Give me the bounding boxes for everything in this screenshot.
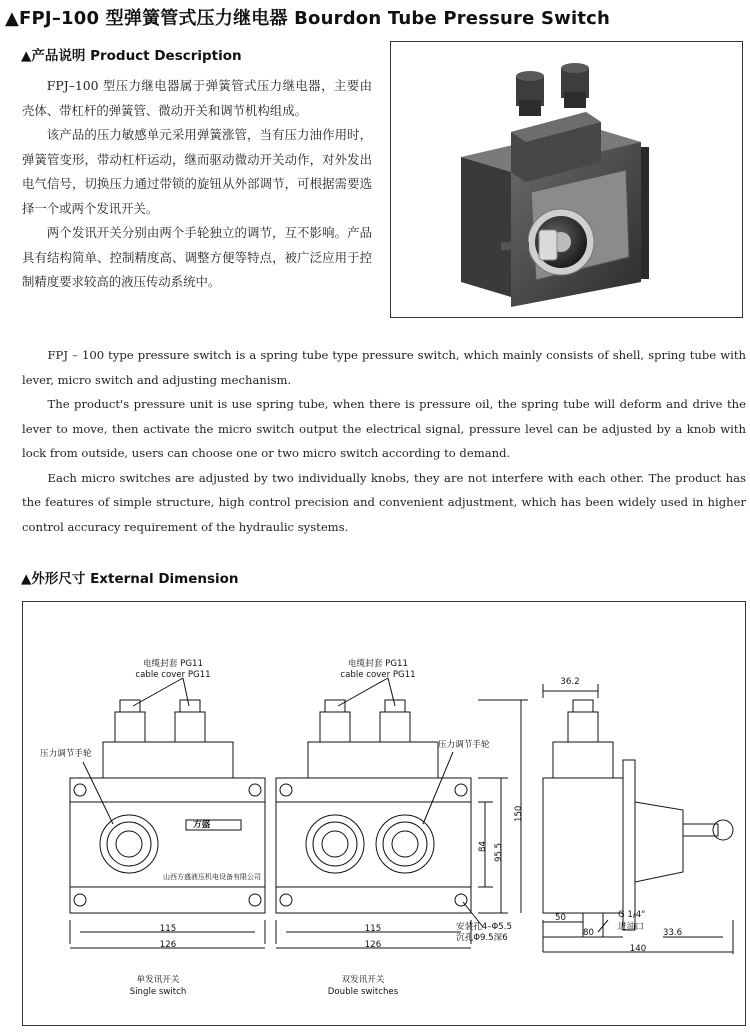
single-switch-en: Single switch: [129, 987, 187, 997]
double-switch-body: [276, 778, 471, 913]
single-switch-cn: 单发讯开关: [136, 975, 180, 985]
dim-95-5: 95.5: [494, 842, 504, 862]
dim-115: 115: [159, 924, 177, 934]
dim-126: 126: [364, 940, 382, 950]
en-paragraph: Each micro switches are adjusted by two individually knobs, they are not interfere with each other. The product has the features of simple structure, high control precision and convenient adjustment, which has been widely used in higher control accuracy requirement of the hydraulic systems.: [22, 470, 746, 534]
side-view-body: [543, 778, 623, 913]
cable-cover-cn-label: 电缆封套 PG11: [348, 659, 408, 669]
double-knob-left: [306, 815, 364, 873]
product-description-heading: ▲产品说明 Product Description: [21, 48, 242, 64]
english-description: [22, 343, 746, 539]
dim-50: 50: [555, 913, 566, 923]
handwheel-label: 压力调节手轮: [438, 740, 490, 750]
external-dimension-heading: ▲外形尺寸 External Dimension: [21, 571, 239, 587]
dim-115: 115: [364, 924, 382, 934]
single-switch-body: [70, 778, 265, 913]
cn-paragraph: FPJ–100 型压力继电器属于弹簧管式压力继电器，主要由壳体、带杠杆的弹簧管、微动开关和调节机构组成。: [22, 78, 372, 118]
double-switch-en: Double switches: [327, 987, 399, 997]
double-switch-cn: 双发讯开关: [341, 975, 385, 985]
dim-140: 140: [629, 944, 647, 954]
maker-label: 山西方盛液压机电设备有限公司: [163, 873, 261, 881]
mount-holes-label: 安装孔4–Φ5.5: [456, 922, 512, 932]
cn-paragraph: 两个发讯开关分别由两个手轮独立的调节，互不影响。产品具有结构简单、控制精度高、调整方便等特点，被广泛应用于控制精度要求较高的液压传动系统中。: [22, 225, 372, 289]
dim-36-2: 36.2: [560, 677, 580, 687]
dim-33-6: 33.6: [663, 928, 683, 938]
page-title: ▲FPJ–100 型弹簧管式压力继电器 Bourdon Tube Pressure Switch: [5, 8, 611, 29]
pressure-switch-illustration: [391, 42, 743, 318]
cable-cover-en-label: cable cover PG11: [340, 670, 416, 680]
handwheel-label: 压力调节手轮: [40, 749, 92, 759]
product-photo: [390, 41, 743, 318]
single-knob-outer: [100, 815, 158, 873]
port-label: 进油口: [618, 922, 644, 932]
dim-126: 126: [159, 940, 177, 950]
en-paragraph: The product's pressure unit is use spring tube, when there is pressure oil, the spring tube will deform and drive the lever to move, then activate the micro switch output the electrical signal, pressure level can be adjusted by a knob with lock from outside, users can choose one or two micro switch according to demand.: [22, 397, 746, 460]
en-paragraph: FPJ – 100 type pressure switch is a spring tube type pressure switch, which mainly consists of shell, spring tube with lever, micro switch and adjusting mechanism.: [22, 348, 746, 387]
cn-paragraph: 该产品的压力敏感单元采用弹簧涨管，当有压力油作用时，弹簧管变形，带动杠杆运动，继而驱动微动开关动作，对外发出电气信号，切换压力通过带锁的旋钮从外部调节，可根据需要选择一个或两个发讯开关。: [22, 127, 372, 216]
dim-150: 150: [514, 805, 524, 822]
dim-84: 84: [478, 841, 488, 852]
counterbore-label: 沉孔Φ9.5深6: [456, 933, 508, 943]
brand-label: 方盛: [193, 820, 211, 830]
dim-80: 80: [583, 928, 594, 938]
port-thread-label: G 1/4": [618, 910, 646, 920]
cable-cover-en-label: cable cover PG11: [135, 670, 211, 680]
double-knob-right: [376, 815, 434, 873]
dimension-drawing: [22, 601, 746, 1026]
chinese-description: [22, 74, 372, 295]
cable-cover-cn-label: 电缆封套 PG11: [143, 659, 203, 669]
